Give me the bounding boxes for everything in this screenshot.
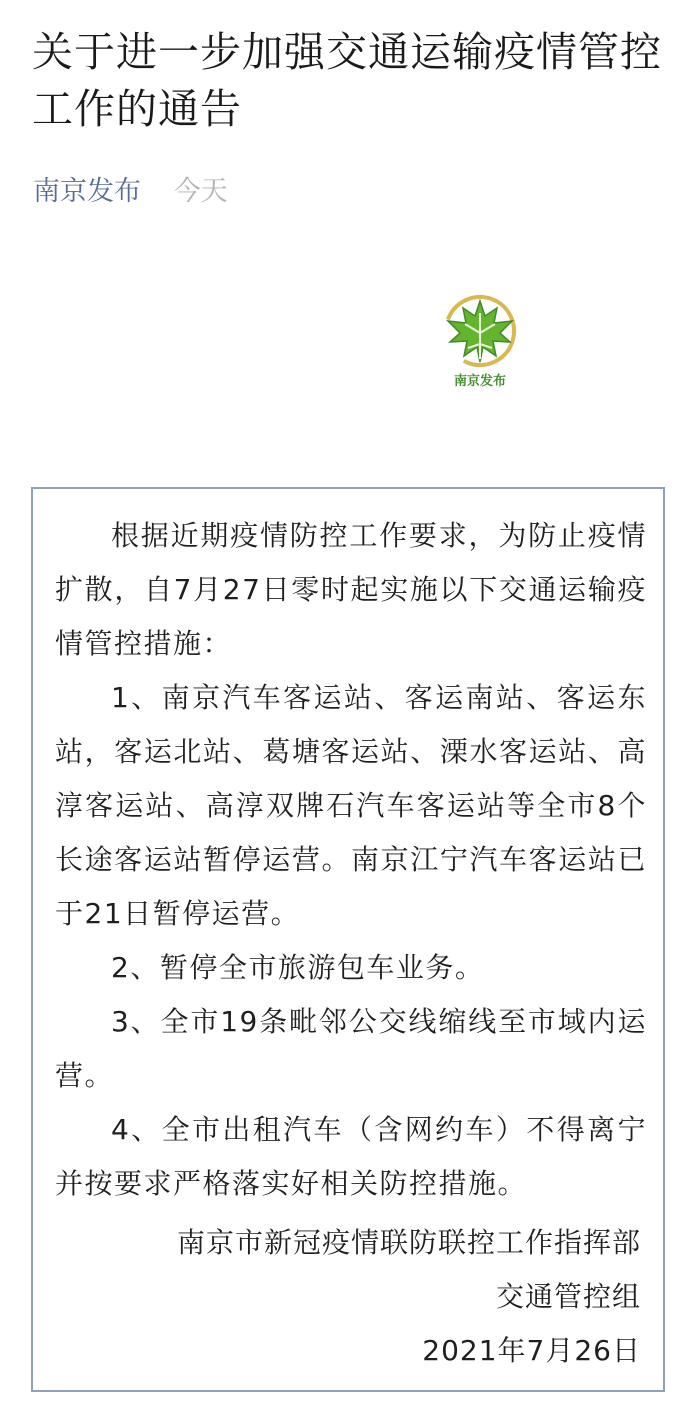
signature-organization: 南京市新冠疫情联防联控工作指挥部 [176,1226,641,1259]
nanjing-release-logo [430,290,530,400]
signature-date: 2021年7月26日 [422,1334,641,1367]
notice-body [55,509,647,1211]
notice-signature [177,1216,641,1378]
account-name-link[interactable]: 南京发布 [33,176,141,207]
notice-item-2: 2、暂停全市旅游包车业务。 [111,951,485,984]
notice-item-3: 3、全市19条毗邻公交线缩线至市域内运营。 [55,1005,647,1092]
notice-item-4: 4、全市出租汽车（含网约车）不得离宁并按要求严格落实好相关防控措施。 [55,1113,647,1200]
article-title: 关于进一步加强交通运输疫情管控工作的通告 [32,28,662,133]
publish-date: 今天 [173,176,228,207]
notice-paragraph-intro: 根据近期疫情防控工作要求，为防止疫情扩散，自7月27日零时起实施以下交通运输疫情管控措施： [55,519,647,660]
notice-box [31,487,665,1392]
article-meta [33,172,228,212]
maple-leaf-logo-icon [430,290,530,372]
notice-item-1: 1、南京汽车客运站、客运南站、客运东站，客运北站、葛塘客运站、溧水客运站、高淳客运站、高淳双牌石汽车客运站等全市8个长途客运站暂停运营。南京江宁汽车客运站已于21日暂停运营。 [55,681,647,930]
logo-label: 南京发布 [453,374,506,389]
signature-department: 交通管控组 [495,1280,641,1313]
